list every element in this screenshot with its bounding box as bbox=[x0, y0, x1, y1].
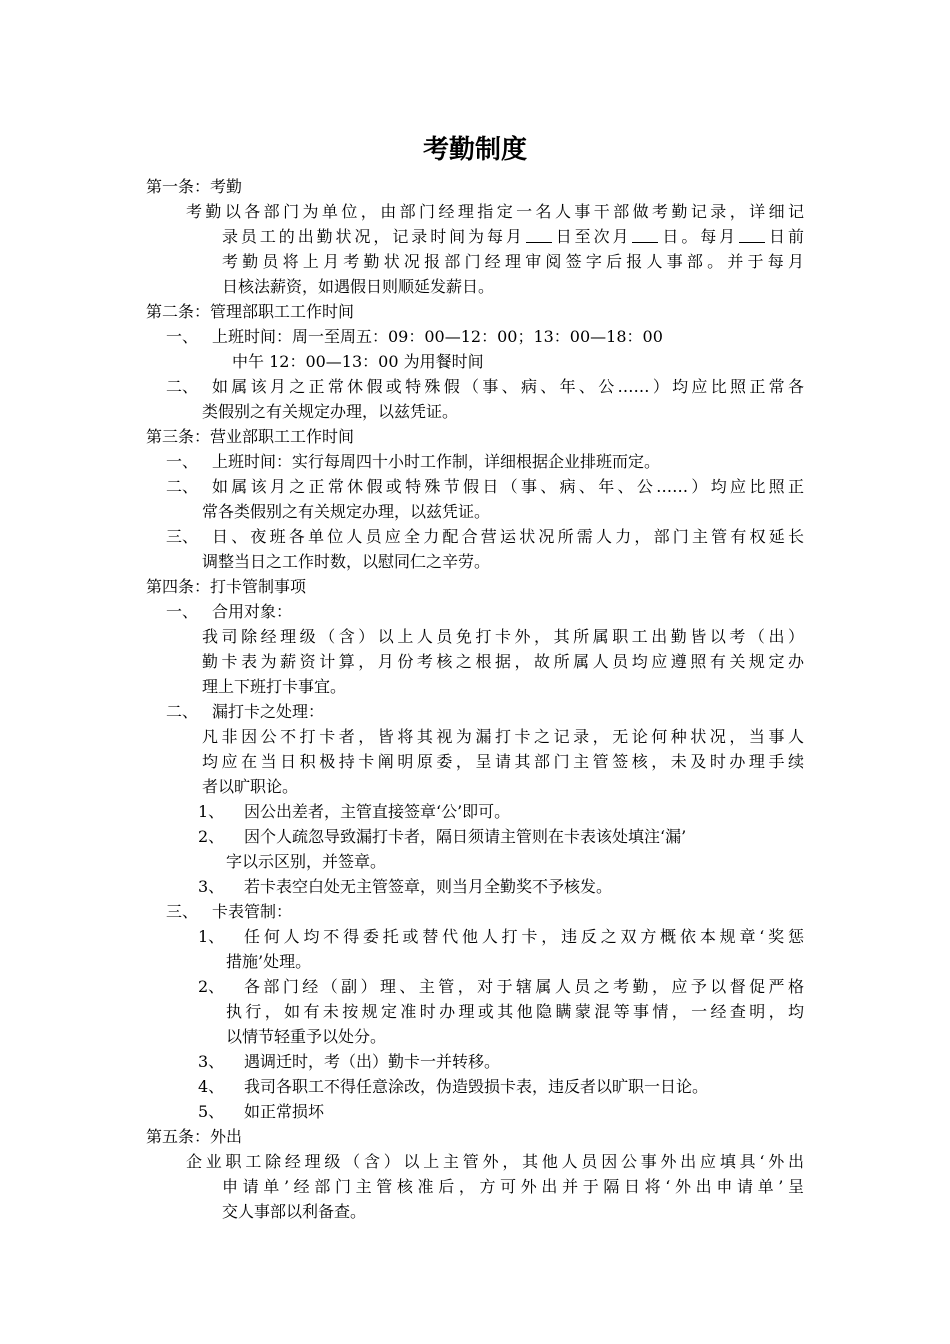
article-1-text: 日。每月 bbox=[659, 227, 739, 246]
article-5-line-1: 企业职工除经理级（含）以上主管外，其他人员因公事外出应填具‘外出 bbox=[186, 1152, 804, 1171]
article-4-item-2-para-1: 凡非因公不打卡者，皆将其视为漏打卡之记录，无论何种状况，当事人 bbox=[202, 727, 804, 746]
article-4-item-1-title: 合用对象： bbox=[212, 602, 293, 621]
article-4-item-1-para-2: 勤卡表为薪资计算，月份考核之根据，故所属人员均应遵照有关规定办 bbox=[202, 652, 804, 671]
list-number: 2、 bbox=[198, 827, 225, 846]
article-2-item-1-line-2: 中午 12：00—13：00 为用餐时间 bbox=[232, 352, 484, 371]
article-3-item-3-line-2: 调整当日之工作时数，以慰同仁之辛劳。 bbox=[202, 552, 491, 571]
article-4-item-3-title: 卡表管制： bbox=[212, 902, 293, 921]
article-3-item-1-line-1: 上班时间：实行每周四十小时工作制，详细根据企业排班而定。 bbox=[212, 452, 661, 471]
article-1-text: 日前 bbox=[766, 227, 804, 246]
article-4-item-3-sub-2-line-1: 各部门经（副）理、主管，对于辖属人员之考勤，应予以督促严格 bbox=[244, 977, 804, 996]
list-number: 2、 bbox=[198, 977, 225, 996]
list-number: 一、 bbox=[166, 452, 199, 471]
article-2-item-2-line-2: 类假别之有关规定办理，以兹凭证。 bbox=[202, 402, 459, 421]
list-number: 二、 bbox=[166, 702, 199, 721]
article-1-line-4: 日核法薪资，如遇假日则顺延发薪日。 bbox=[222, 277, 495, 296]
article-4-item-3-sub-2-line-3: 以情节轻重予以处分。 bbox=[226, 1027, 387, 1046]
article-4-item-2-para-3: 者以旷职论。 bbox=[202, 777, 299, 796]
article-2-item-1-line-1: 上班时间：周一至周五：09：00—12：00；13：00—18：00 bbox=[212, 327, 663, 346]
list-number: 三、 bbox=[166, 902, 199, 921]
list-number: 一、 bbox=[166, 327, 199, 346]
article-4-item-1-para-3: 理上下班打卡事宜。 bbox=[202, 677, 347, 696]
article-4-item-3-sub-4: 我司各职工不得任意涂改，伪造毁损卡表，违反者以旷职一日论。 bbox=[244, 1077, 709, 1096]
article-2-item-2-line-1: 如属该月之正常休假或特殊假（事、病、年、公……）均应比照正常各 bbox=[212, 377, 804, 396]
article-1-line-2 bbox=[222, 224, 804, 249]
article-1-text: 日至次月 bbox=[552, 227, 632, 246]
list-number: 5、 bbox=[198, 1102, 225, 1121]
list-number: 二、 bbox=[166, 377, 199, 396]
list-number: 1、 bbox=[198, 927, 225, 946]
article-1-heading: 第一条：考勤 bbox=[146, 177, 243, 196]
article-4-item-2-title: 漏打卡之处理： bbox=[212, 702, 325, 721]
article-4-item-3-sub-5: 如正常损坏 bbox=[244, 1102, 325, 1121]
list-number: 三、 bbox=[166, 527, 199, 546]
list-number: 4、 bbox=[198, 1077, 225, 1096]
article-4-item-3-sub-3: 遇调迁时，考（出）勤卡一并转移。 bbox=[244, 1052, 501, 1071]
article-4-item-3-sub-1-line-1: 任何人均不得委托或替代他人打卡，违反之双方概依本规章‘奖惩 bbox=[244, 927, 804, 946]
list-number: 1、 bbox=[198, 802, 225, 821]
article-3-heading: 第三条：营业部职工工作时间 bbox=[146, 427, 355, 446]
article-5-line-3: 交人事部以利备查。 bbox=[222, 1202, 367, 1221]
article-4-item-2-sub-1: 因公出差者，主管直接签章‘公’即可。 bbox=[244, 802, 511, 821]
article-3-item-2-line-2: 常各类假别之有关规定办理，以兹凭证。 bbox=[202, 502, 491, 521]
article-5-heading: 第五条：外出 bbox=[146, 1127, 243, 1146]
fill-blank bbox=[526, 228, 552, 243]
article-1-text: 录员工的出勤状况，记录时间为每月 bbox=[222, 227, 525, 246]
article-4-heading: 第四条：打卡管制事项 bbox=[146, 577, 307, 596]
list-number: 3、 bbox=[198, 1052, 225, 1071]
fill-blank bbox=[632, 228, 658, 243]
fill-blank bbox=[739, 228, 765, 243]
article-1-line-3: 考勤员将上月考勤状况报部门经理审阅签字后报人事部。并于每月 bbox=[222, 252, 804, 271]
article-3-item-3-line-1: 日、夜班各单位人员应全力配合营运状况所需人力，部门主管有权延长 bbox=[212, 527, 804, 546]
list-number: 一、 bbox=[166, 602, 199, 621]
article-3-item-2-line-1: 如属该月之正常休假或特殊节假日（事、病、年、公……）均应比照正 bbox=[212, 477, 804, 496]
article-5-line-2: 申请单’经部门主管核准后，方可外出并于隔日将‘外出申请单’呈 bbox=[222, 1177, 804, 1196]
article-4-item-2-sub-2-line-2: 字以示区别，并签章。 bbox=[226, 852, 387, 871]
article-1-line-1: 考勤以各部门为单位，由部门经理指定一名人事干部做考勤记录，详细记 bbox=[186, 202, 804, 221]
article-4-item-3-sub-2-line-2: 执行，如有未按规定准时办理或其他隐瞒蒙混等事情，一经查明，均 bbox=[226, 1002, 804, 1021]
article-4-item-3-sub-1-line-2: 措施’处理。 bbox=[226, 952, 312, 971]
list-number: 3、 bbox=[198, 877, 225, 896]
article-2-heading: 第二条：管理部职工工作时间 bbox=[146, 302, 355, 321]
article-4-item-1-para-1: 我司除经理级（含）以上人员免打卡外，其所属职工出勤皆以考（出） bbox=[202, 627, 804, 646]
list-number: 二、 bbox=[166, 477, 199, 496]
article-4-item-2-sub-2-line-1: 因个人疏忽导致漏打卡者，隔日须请主管则在卡表该处填注‘漏’ bbox=[244, 827, 687, 846]
article-4-item-2-para-2: 均应在当日积极持卡阐明原委，呈请其部门主管签核，未及时办理手续 bbox=[202, 752, 804, 771]
page-title: 考勤制度 bbox=[422, 135, 527, 165]
article-4-item-2-sub-3: 若卡表空白处无主管签章，则当月全勤奖不予核发。 bbox=[244, 877, 613, 896]
